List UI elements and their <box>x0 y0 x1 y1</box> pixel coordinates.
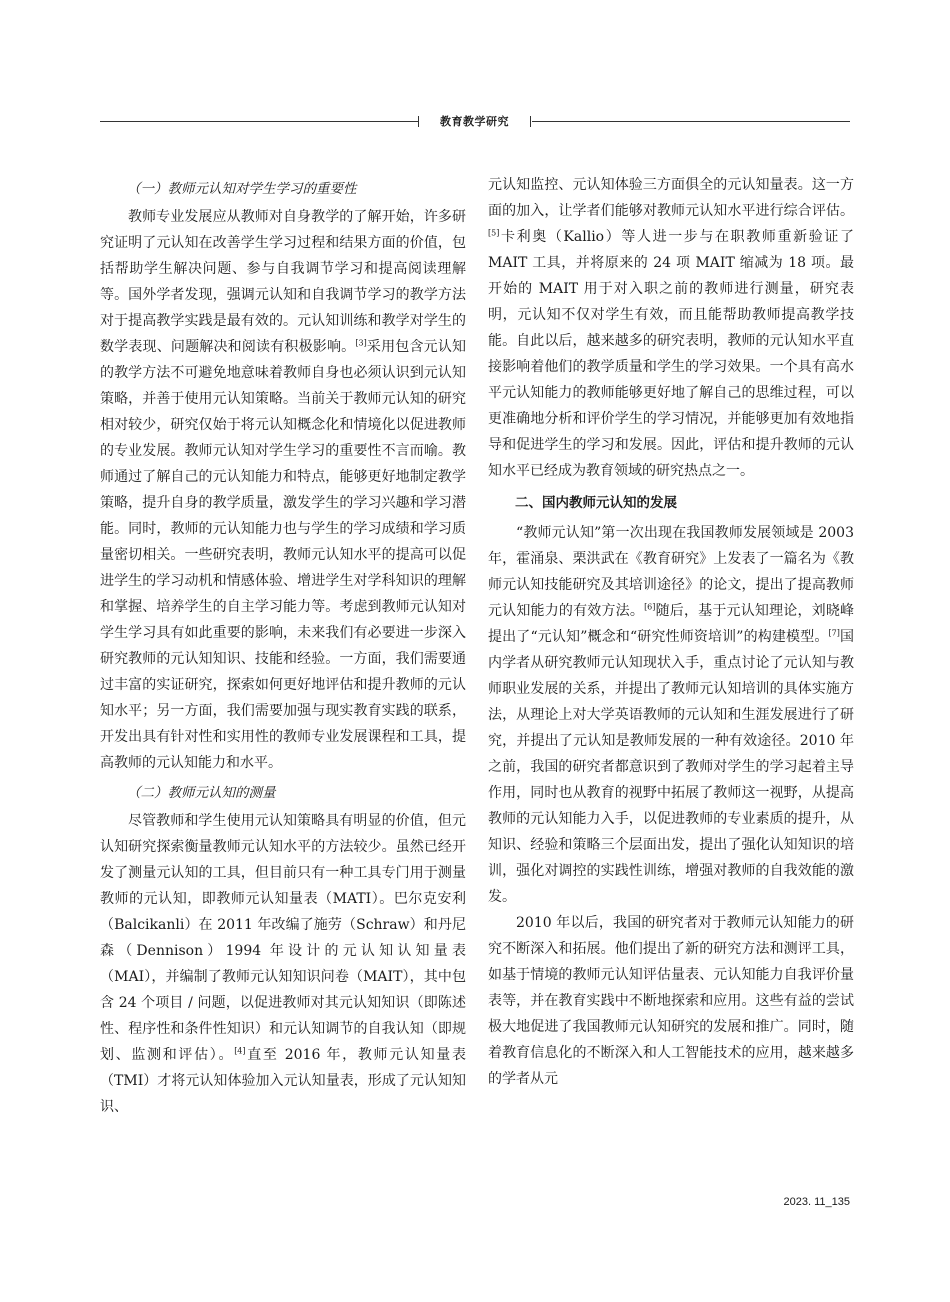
paragraph-measurement-continued <box>488 172 854 484</box>
right-column <box>488 172 854 1092</box>
citation-7: [7] <box>828 628 840 638</box>
subheading-measurement: （二）教师元认知的测量 <box>127 785 276 801</box>
citation-4: [4] <box>234 1046 246 1056</box>
section-heading-domestic: 二、国内教师元认知的发展 <box>515 495 677 511</box>
paragraph-text: “教师元认知”第一次出现在我国教师发展领域是 2003 年，霍涌泉、栗洪武在《教育研究》上发表了一篇名为《教师元认知技能研究及其培训途径》的论文，提出了提高教师元认知能力的有效方法。 <box>488 525 854 619</box>
paragraph-text: 直至 2016 年，教师元认知量表（TMI）才将元认知体验加入元认知量表，形成了元认知知识、 <box>100 1047 466 1115</box>
paragraph-text: 卡利奥（Kallio）等人进一步与在职教师重新验证了 MAIT 工具，并将原来的 24 项 MAIT 缩减为 18 项。最开始的 MAIT 用于对入职之前的教师进行测量，研究表明，元认知不仅对学生有效，而且能帮助教师提高教学技能。自此以后，越来越多的研究表明，教师的元认知水平直接影响着他们的教学质量和学生的学习效果。一个具有高水平元认知能力的教师能够更好地了解自己的思维过程，可以更准确地分析和评价学生的学习情况，并能够更加有效地指导和促进学生的学习和发展。因此，评估和提升教师的元认知水平已经成为教育领域的研究热点之一。 <box>488 229 854 479</box>
header-tick-right <box>530 116 531 127</box>
journal-section-title: 教育教学研究 <box>440 115 509 128</box>
paragraph-text: 采用包含元认知的教学方法不可避免地意味着教师自身也必须认识到元认知策略，并善于使用元认知策略。当前关于教师元认知的研究相对较少，研究仅始于将元认知概念化和情境化以促进教师的专业发展。教师元认知对学生学习的重要性不言而喻。教师通过了解自己的元认知能力和特点，能够更好地制定教学策略，提升自身的教学质量，激发学生的学习兴趣和学习潜能。同时，教师的元认知能力也与学生的学习成绩和学习质量密切相关。一些研究表明，教师元认知水平的提高可以促进学生的学习动机和情感体验、增进学生对学科知识的理解和掌握、培养学生的自主学习能力等。考虑到教师元认知对学生学习具有如此重要的影响，未来我们有必要进一步深入研究教师的元认知知识、技能和经验。一方面，我们需要通过丰富的实证研究，探索如何更好地评估和提升教师的元认知水平；另一方面，我们需要加强与现实教育实践的联系，开发出具有针对性和实用性的教师专业发展课程和工具，提高教师的元认知能力和水平。 <box>100 339 467 771</box>
paragraph-domestic-history <box>488 520 854 910</box>
left-column <box>100 172 466 1120</box>
paragraph-text: 教师专业发展应从教师对自身教学的了解开始，许多研究证明了元认知在改善学生学习过程和结果方面的价值，包括帮助学生解决问题、参与自我调节学习和提高阅读理解等。国外学者发现，强调元认知和自我调节学习的教学方法对于提高教学实践是最有效的。元认知训练和教学对学生的数学表现、问题解决和阅读有积极影响。 <box>100 209 466 355</box>
paragraph-text: 随后，基于元认知理论，刘晓峰提出了“元认知”概念和“研究性师资培训”的构建模型。 <box>488 603 855 645</box>
citation-3: [3] <box>355 338 367 348</box>
page-footer: 2023. 11_135 <box>783 1196 850 1208</box>
header-rule-left <box>100 121 418 122</box>
citation-6: [6] <box>644 602 656 612</box>
running-header <box>100 112 850 132</box>
paragraph-text: 尽管教师和学生使用元认知策略具有明显的价值，但元认知研究探索衡量教师元认知水平的方法较少。虽然已经开发了测量元认知的工具，但目前只有一种工具专门用于测量教师的元认知，即教师元认知量表（MATI）。巴尔克安利（Balcikanli）在 2011 年改编了施劳（Schraw）和丹尼森（Dennison）1994 年设计的元认知认知量表（MAI），并编制了教师元认知知识问卷（MAIT），其中包含 24 个项目 / 问题，以促进教师对其元认知知识（即陈述性、程序性和条件性知识）和元认知调节的自我认知（即规划、监测和评估）。 <box>100 813 466 1063</box>
paragraph-text: 元认知监控、元认知体验三方面俱全的元认知量表。这一方面的加入，让学者们能够对教师元认知水平进行综合评估。 <box>488 177 854 219</box>
subheading-importance: （一）教师元认知对学生学习的重要性 <box>127 181 357 197</box>
citation-5: [5] <box>488 228 500 238</box>
paragraph-text: 国内学者从研究教师元认知现状入手，重点讨论了元认知与教师职业发展的关系，并提出了教师元认知培训的具体实施方法，从理论上对大学英语教师的元认知和生涯发展进行了研究，并提出了元认知是教师发展的一种有效途径。2010 年之前，我国的研究者都意识到了教师对学生的学习起着主导作用，同时也从教育的视野中拓展了教师这一视野，从提高教师的元认知能力入手，以促进教师的专业素质的提升，从知识、经验和策略三个层面出发，提出了强化认知知识的培训，强化对调控的实践性训练，增强对教师的自我效能的激发。 <box>488 629 854 905</box>
paragraph-measurement <box>100 808 466 1120</box>
paragraph-importance <box>100 204 466 776</box>
paragraph-after-2010: 2010 年以后，我国的研究者对于教师元认知能力的研究不断深入和拓展。他们提出了新的研究方法和测评工具，如基于情境的教师元认知评估量表、元认知能力自我评价量表等，并在教育实践中不断地探索和应用。这些有益的尝试极大地促进了我国教师元认知研究的发展和推广。同时，随着教育信息化的不断深入和人工智能技术的应用，越来越多的学者从元 <box>488 915 854 1087</box>
header-rule-right <box>532 121 850 122</box>
